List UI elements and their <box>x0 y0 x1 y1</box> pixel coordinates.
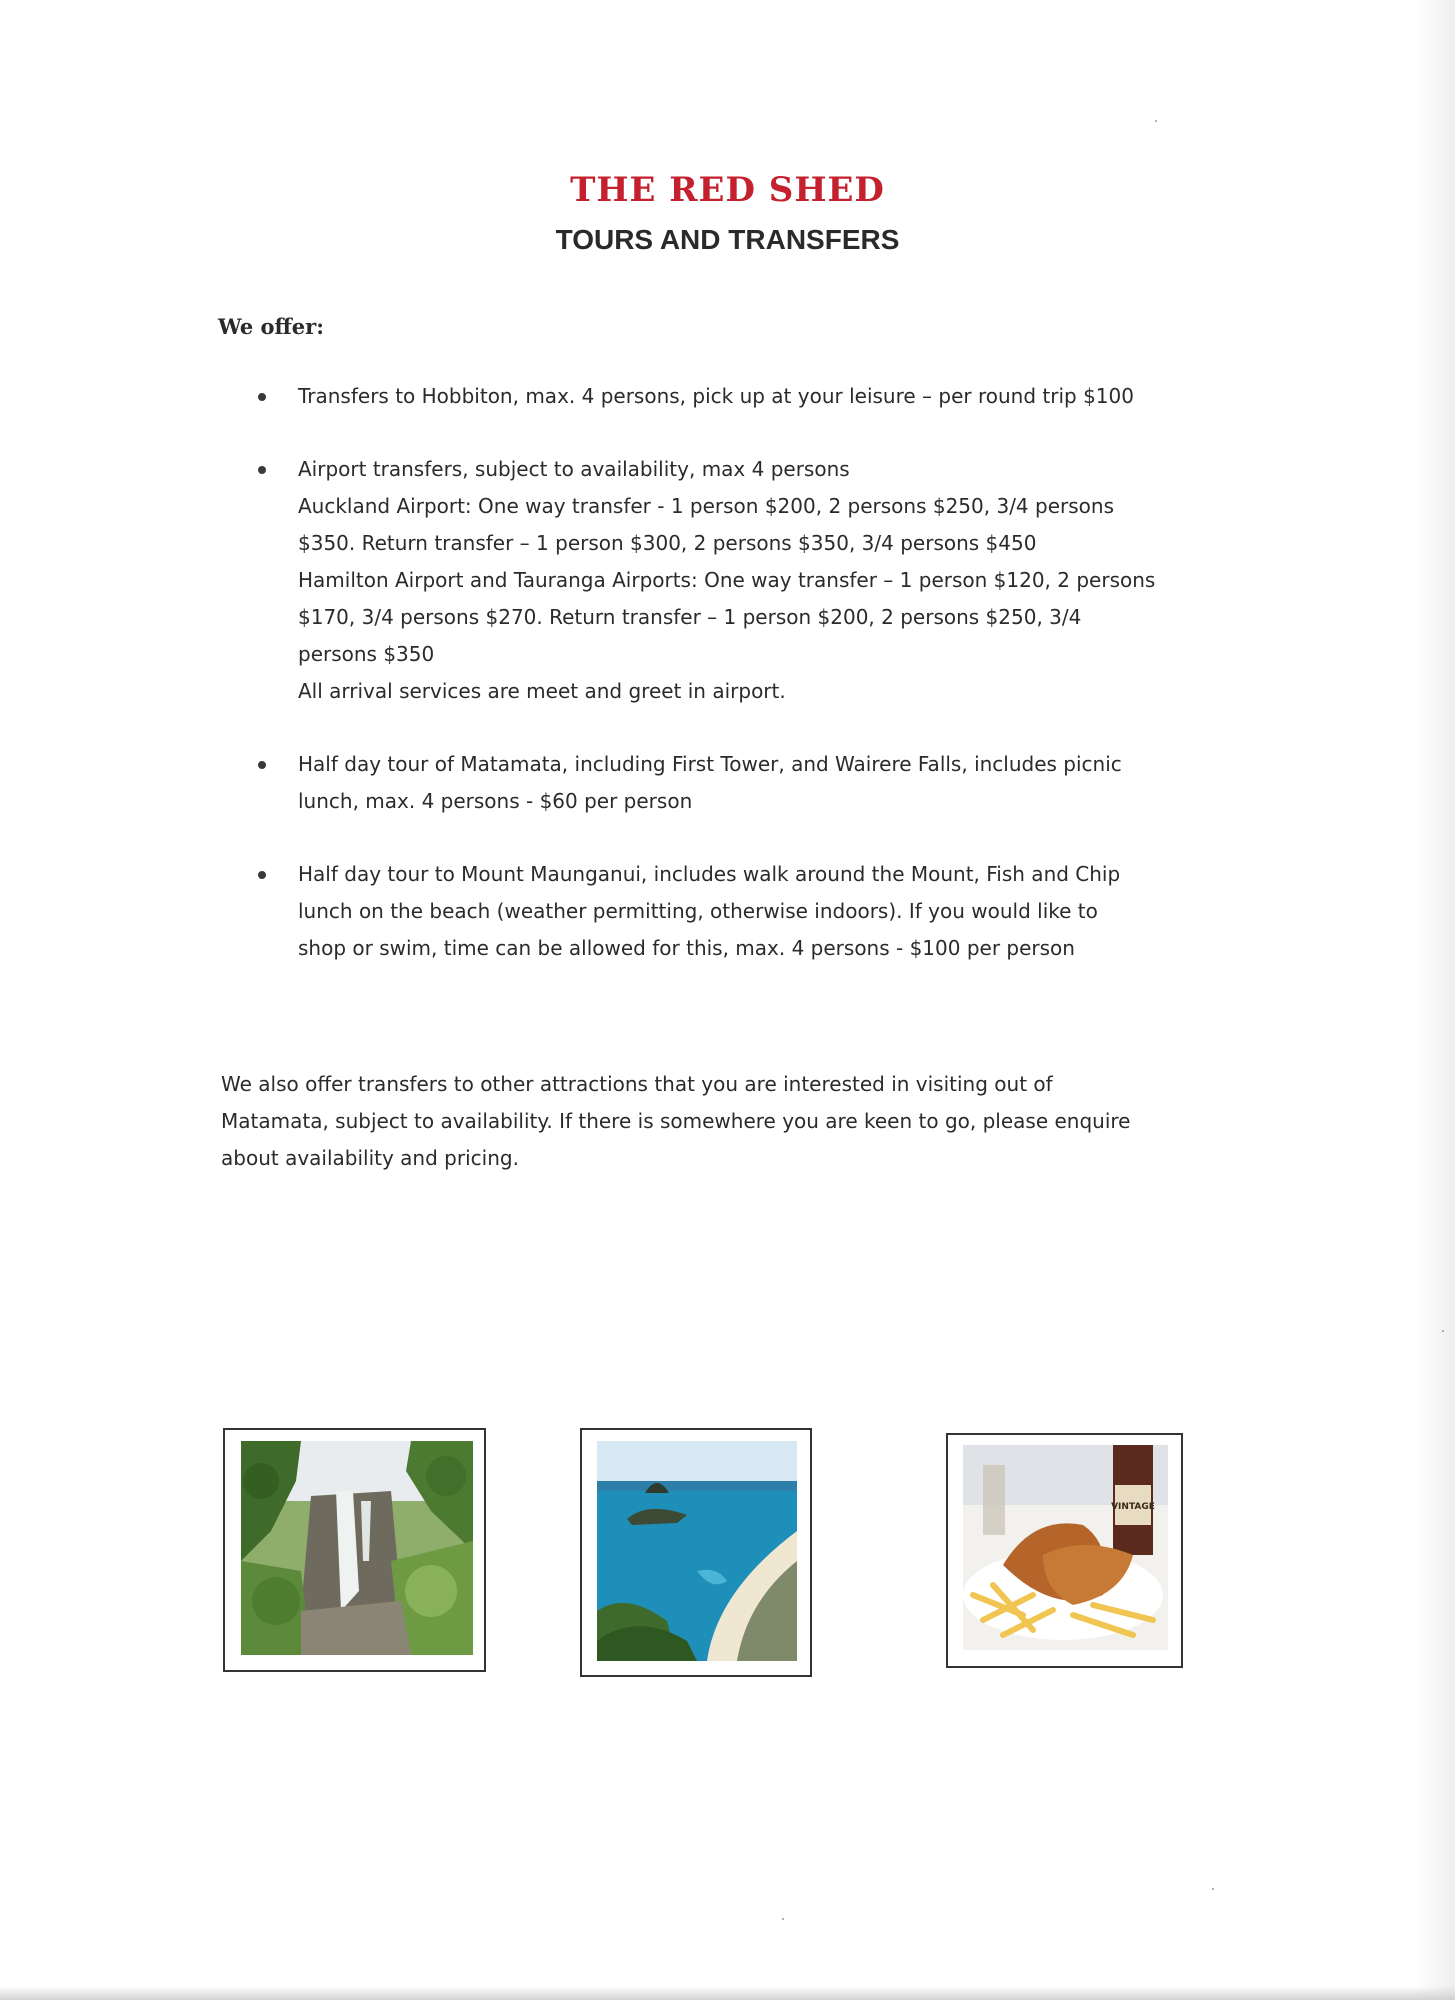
scan-speck <box>1155 120 1157 122</box>
offer-line: $170, 3/4 persons $270. Return transfer – 1 person $200, 2 persons $250, 3/4 <box>298 605 1082 629</box>
scan-speck <box>782 1918 784 1920</box>
offer-mount-maunganui-tour <box>250 856 1250 967</box>
offer-hobbiton-transfer <box>250 378 1250 415</box>
offer-line: lunch, max. 4 persons - $60 per person <box>298 789 693 813</box>
fish-and-chips-photo <box>946 1433 1183 1668</box>
offer-line: Half day tour to Mount Maunganui, includes walk around the Mount, Fish and Chip <box>298 862 1121 886</box>
offer-matamata-tour <box>250 746 1250 820</box>
offer-airport-transfers <box>250 451 1250 710</box>
bullet-icon <box>258 871 266 879</box>
offer-line: Half day tour of Matamata, including First Tower, and Wairere Falls, includes picnic <box>298 752 1122 776</box>
page-bottom-edge <box>0 1986 1455 2000</box>
waterfall-photo <box>223 1428 486 1672</box>
brand-title: THE RED SHED <box>570 170 885 210</box>
closing-line: We also offer transfers to other attractions that you are interested in visiting out of <box>221 1072 1053 1096</box>
bullet-icon <box>258 466 266 474</box>
offer-line: Auckland Airport: One way transfer - 1 person $200, 2 persons $250, 3/4 persons <box>298 494 1114 518</box>
offers-list <box>250 378 1250 1003</box>
page-edge-shadow <box>1415 0 1455 2000</box>
scan-speck <box>1442 1330 1444 1332</box>
beach-photo <box>580 1428 812 1677</box>
closing-line: about availability and pricing. <box>221 1146 519 1170</box>
offer-line: $350. Return transfer – 1 person $300, 2 persons $350, 3/4 persons $450 <box>298 531 1037 555</box>
offer-line: Hamilton Airport and Tauranga Airports: One way transfer – 1 person $120, 2 persons <box>298 568 1156 592</box>
page-subtitle: TOURS AND TRANSFERS <box>555 224 900 255</box>
bottle-label-text: VINTAGE <box>1111 1502 1155 1512</box>
scan-speck <box>1212 1888 1214 1890</box>
offer-line: Airport transfers, subject to availability, max 4 persons <box>298 457 850 481</box>
offer-line: All arrival services are meet and greet in airport. <box>298 679 786 703</box>
offer-line: shop or swim, time can be allowed for this, max. 4 persons - $100 per person <box>298 936 1075 960</box>
offer-line: persons $350 <box>298 642 435 666</box>
closing-paragraph <box>221 1066 1221 1177</box>
closing-line: Matamata, subject to availability. If there is somewhere you are keen to go, please enquire <box>221 1109 1131 1133</box>
bullet-icon <box>258 393 266 401</box>
offer-line: lunch on the beach (weather permitting, otherwise indoors). If you would like to <box>298 899 1098 923</box>
bullet-icon <box>258 761 266 769</box>
offer-line: Transfers to Hobbiton, max. 4 persons, pick up at your leisure – per round trip $100 <box>298 384 1134 408</box>
offers-intro-label: We offer: <box>218 314 324 339</box>
